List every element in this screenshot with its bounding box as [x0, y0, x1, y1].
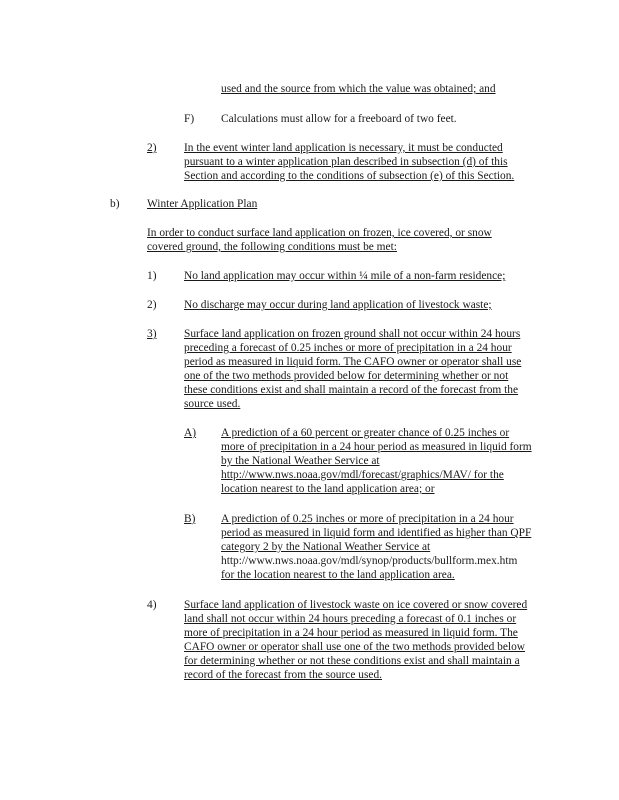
- cond-4-line-1: Surface land application of livestock waste on ice covered or snow covered: [184, 599, 528, 611]
- cond-2-label: 2): [147, 299, 157, 311]
- item-2-line-3: Section and according to the conditions of subsection (e) of this Section.: [184, 170, 515, 182]
- cond-3-line-5: these conditions exist and shall maintain a record of the forecast from the: [184, 384, 519, 396]
- cond-4-line-6: record of the forecast from the source used.: [184, 669, 382, 681]
- cond-3-line-1: Surface land application on frozen ground shall not occur within 24 hours: [184, 328, 521, 340]
- item-2-label: 2): [147, 142, 157, 154]
- sub-b-label: B): [184, 513, 196, 525]
- sub-a-line-5: location nearest to the land application area; or: [221, 483, 435, 495]
- cond-1-label: 1): [147, 270, 157, 282]
- sub-b-line-1: A prediction of 0.25 inches or more of precipitation in a 24 hour: [221, 513, 514, 525]
- sub-a-line-2: more of precipitation in a 24 hour period as measured in liquid form: [221, 441, 532, 453]
- sub-b-line-4: http://www.nws.noaa.gov/mdl/synop/products/bullform.mex.htm: [221, 555, 518, 567]
- intro-line-1: In order to conduct surface land application on frozen, ice covered, or snow: [147, 227, 492, 239]
- intro-line-2: covered ground, the following conditions must be met:: [147, 241, 397, 253]
- sub-b-line-2: period as measured in liquid form and identified as higher than QPF: [221, 527, 532, 539]
- cond-1-line-1: No land application may occur within ¼ mile of a non-farm residence;: [184, 270, 506, 282]
- cond-3-label: 3): [147, 328, 157, 340]
- item-f-label: F): [184, 113, 195, 125]
- sub-b-line-5: for the location nearest to the land application area.: [221, 569, 455, 581]
- item-2-line-1: In the event winter land application is necessary, it must be conducted: [184, 142, 503, 154]
- cond-4-line-5: for determining whether or not these conditions exist and shall maintain a: [184, 655, 520, 667]
- cond-3-line-2: preceding a forecast of 0.25 inches or more of precipitation in a 24 hour: [184, 342, 512, 354]
- sub-a-line-3: by the National Weather Service at: [221, 455, 380, 467]
- sub-a-label: A): [184, 427, 197, 439]
- cond-4-line-2: land shall not occur within 24 hours preceding a forecast of 0.1 inches or: [184, 613, 517, 625]
- item-2-line-2: pursuant to a winter application plan described in subsection (d) of this: [184, 156, 508, 168]
- cond-4-label: 4): [147, 599, 157, 611]
- item-e-line-1: used and the source from which the value was obtained; and: [221, 83, 496, 95]
- cond-2-line-1: No discharge may occur during land application of livestock waste;: [184, 299, 492, 311]
- cond-4-line-4: CAFO owner or operator shall use one of the two methods provided below: [184, 641, 526, 653]
- item-f-line-1: Calculations must allow for a freeboard of two feet.: [221, 113, 457, 125]
- cond-3-line-6: source used.: [184, 398, 241, 410]
- section-b-label: b): [110, 198, 120, 210]
- section-b-title: Winter Application Plan: [147, 198, 258, 210]
- cond-3-line-3: period as measured in liquid form. The CAFO owner or operator shall use: [184, 356, 522, 368]
- sub-a-line-1: A prediction of a 60 percent or greater chance of 0.25 inches or: [221, 427, 510, 439]
- cond-4-line-3: more of precipitation in a 24 hour period as measured in liquid form. The: [184, 627, 518, 639]
- cond-3-line-4: one of the two methods provided below for determining whether or not: [184, 370, 509, 382]
- sub-a-line-4: http://www.nws.noaa.gov/mdl/forecast/graphics/MAV/ for the: [221, 469, 504, 481]
- sub-b-line-3: category 2 by the National Weather Service at: [221, 541, 431, 553]
